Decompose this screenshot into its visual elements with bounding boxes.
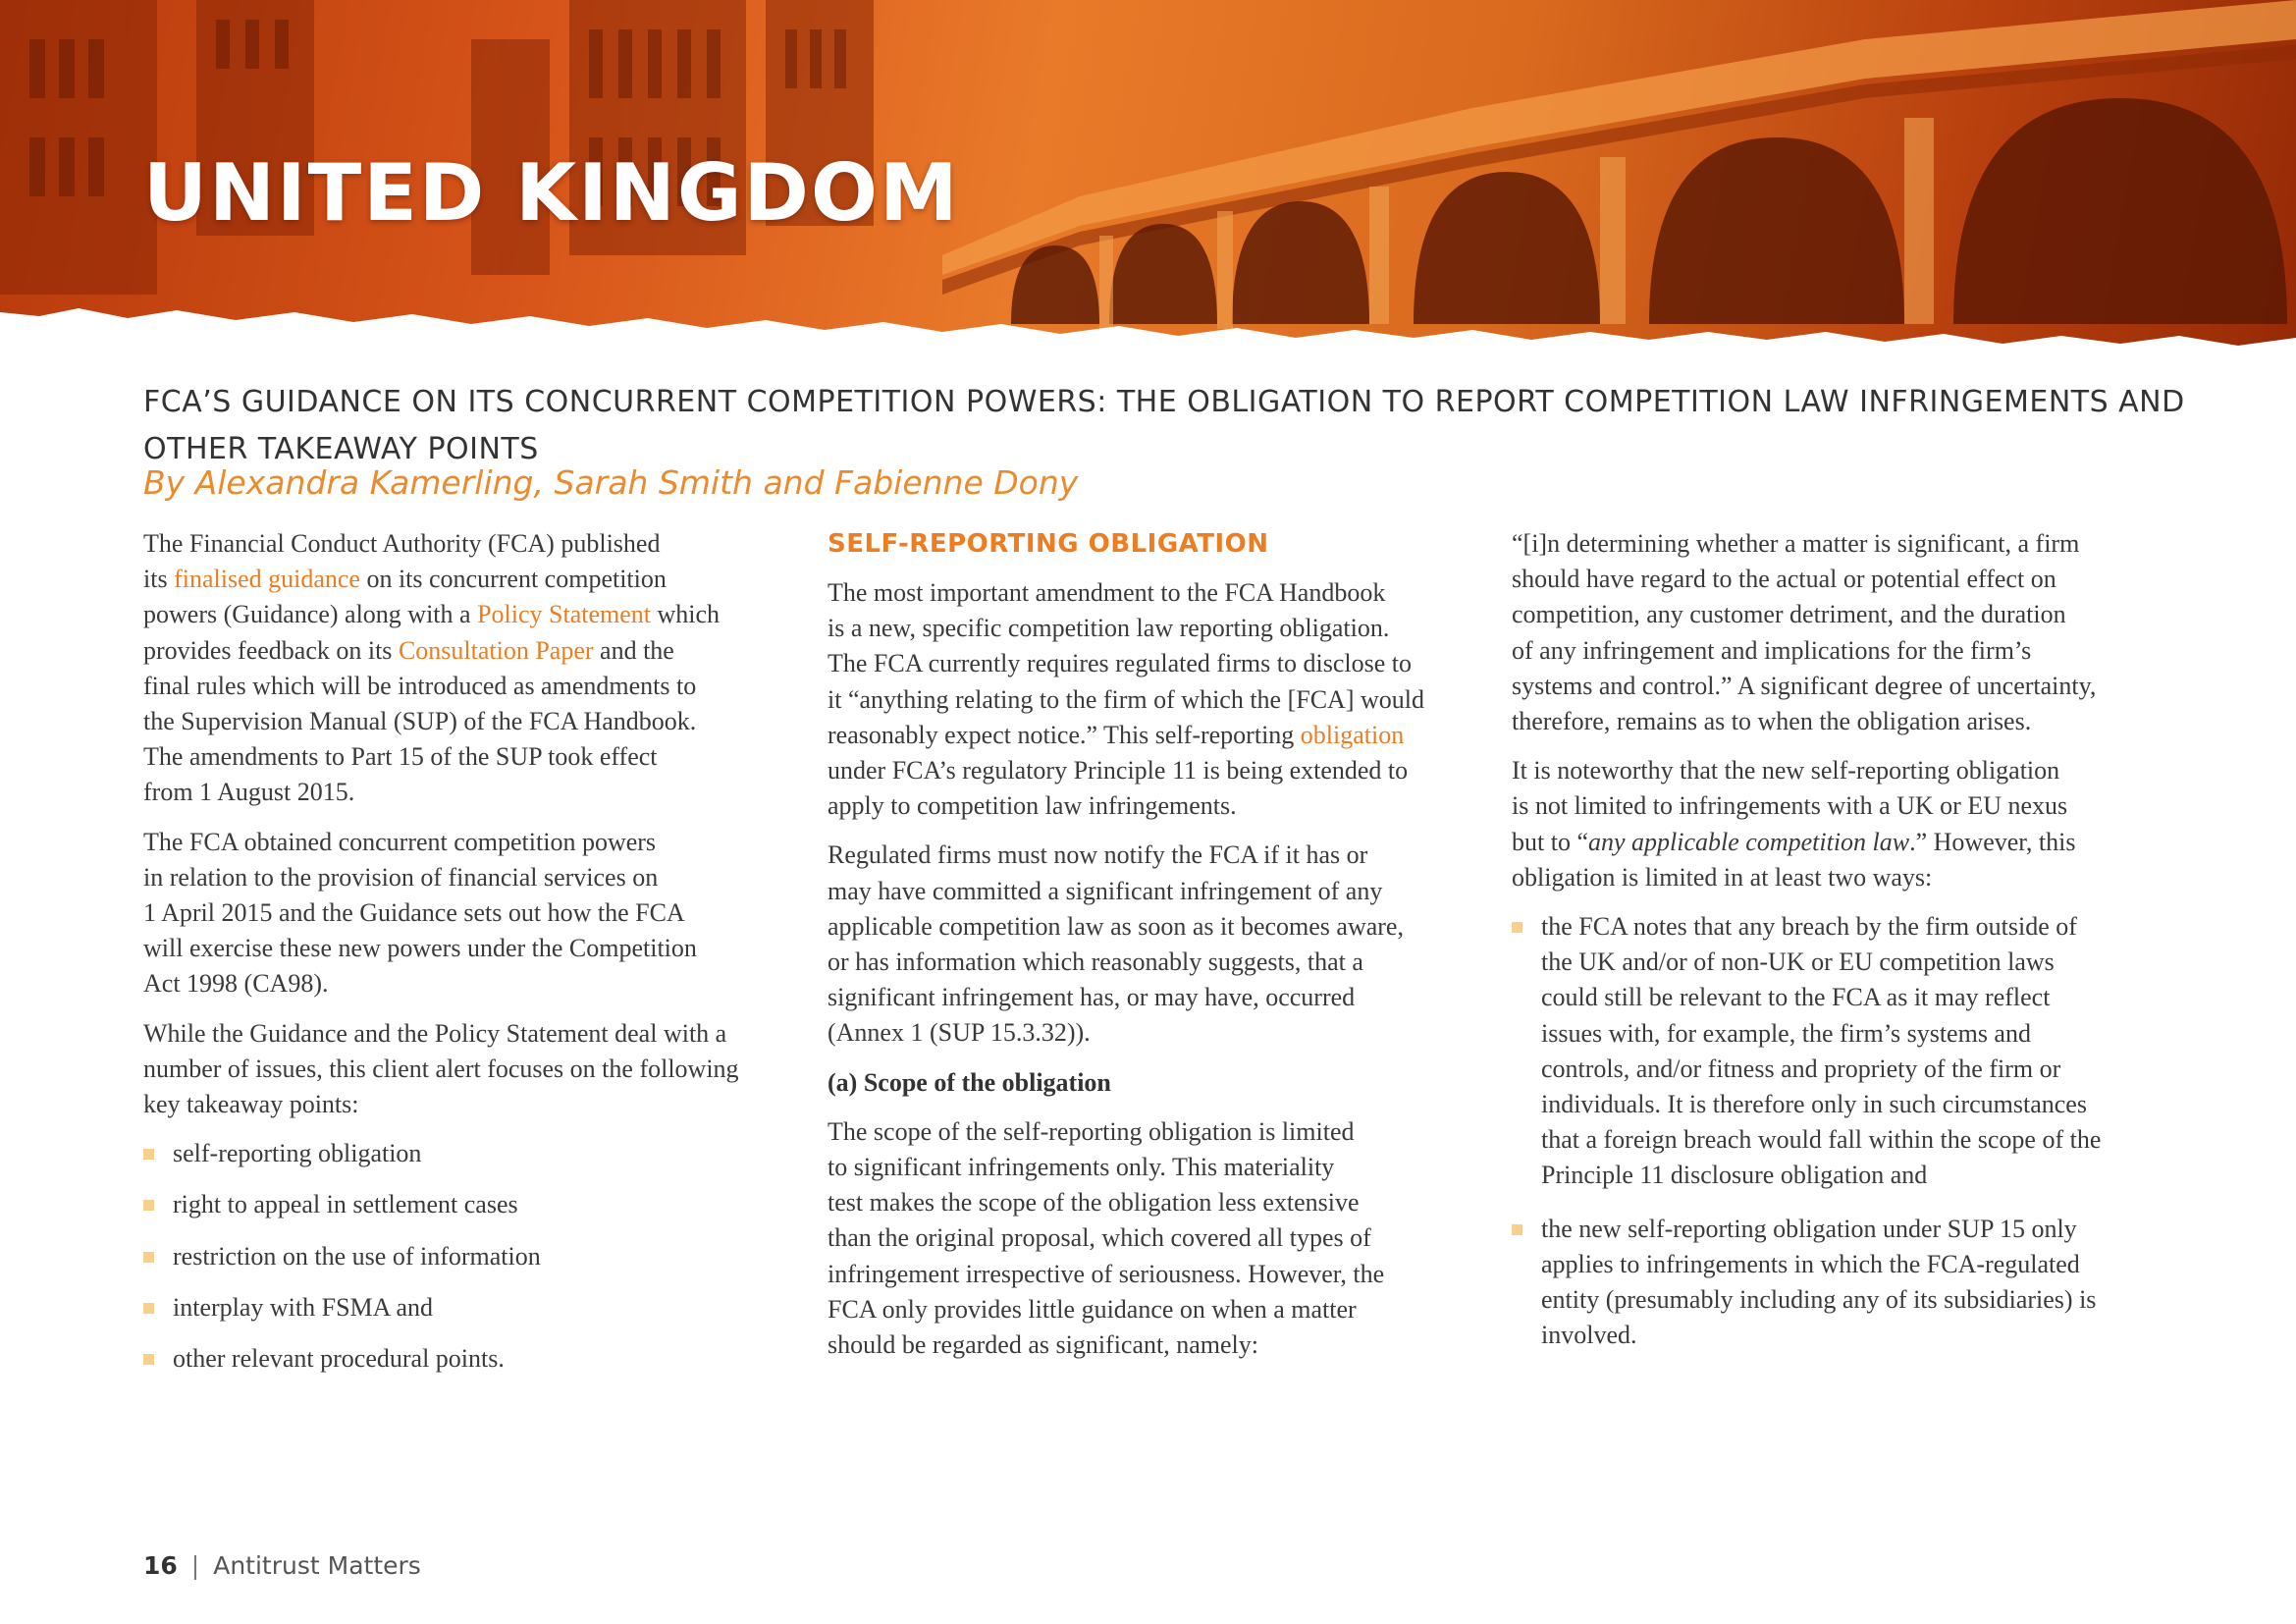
square-bullet-icon [143,1149,154,1160]
page-footer [143,1551,421,1580]
square-bullet-icon [143,1252,154,1263]
list-item: other relevant procedural points. [143,1341,801,1377]
scope-subheading: (a) Scope of the obligation [828,1067,1111,1097]
notify-paragraph: Regulated firms must now notify the FCA if it has or may have committed a significant infringement of any applicable competition law as soon as it becomes aware, or has information which reasonably suggests, that a significant infringement has, or may have, occurred (Annex 1 (SUP 15.3.32)). [828,840,1404,1048]
consultation-paper-link[interactable]: Consultation Paper [398,635,594,665]
finalised-guidance-link[interactable]: finalised guidance [174,565,360,594]
square-bullet-icon [143,1354,154,1365]
header-banner [0,0,2296,353]
list-item: interplay with FSMA and [143,1290,801,1326]
column-3 [1512,526,2160,1371]
noteworthy-paragraph: It is noteworthy that the new self-reporting obligation is not limited to infringements with a UK or EU nexus but to “any applicable competition law.” However, this obligation is limited in at least two ways: [1512,756,2076,892]
limitations-list [1512,909,2160,1353]
square-bullet-icon [1512,1224,1522,1235]
page-number: 16 [143,1551,178,1580]
banner-title: UNITED KINGDOM [143,147,960,239]
footer-separator: | [190,1551,200,1580]
scope-paragraph: The scope of the self-reporting obligation is limited to significant infringements only. This materiality test makes the scope of the obligation less extensive than the original proposal, which covered all types of infringement irrespective of seriousness. However, the FCA only provides little guidance on when a matter should be regarded as significant, namely: [828,1116,1385,1360]
amendment-paragraph: The most important amendment to the FCA Handbook is a new, specific competition law reporting obligation. The FCA currently requires regulated firms to disclose to it “anything relating to the firm of which the [FCA] would reasonably expect notice.” This self-reporting obligation under FCA’s regulatory Principle 11 is being extended to apply to competition law infringements. [828,578,1424,821]
square-bullet-icon [143,1303,154,1314]
square-bullet-icon [1512,922,1522,933]
section-heading: SELF-REPORTING OBLIGATION [828,529,1269,559]
list-item: restriction on the use of information [143,1239,801,1274]
policy-statement-link[interactable]: Policy Statement [477,600,651,629]
byline: By Alexandra Kamerling, Sarah Smith and Fabienne Dony [143,463,1079,502]
list-item: the FCA notes that any breach by the firm outside of the UK and/or of non-UK or EU competition laws could still be relevant to the FCA as it may reflect issues with, for example, the firm’s systems and controls, and/or fitness and propriety of the firm or individuals. It is therefore only in such circumstances that a foreign breach would fall within the scope of the Principle 11 disclosure obligation and [1512,909,2160,1194]
takeaway-list [143,1136,801,1377]
article-title: FCA’S GUIDANCE ON ITS CONCURRENT COMPETITION POWERS: THE OBLIGATION TO REPORT COMPETITION LAW INFRINGEMENTS AND OTHER TAKEAWAY POINTS [143,385,2185,466]
concurrent-powers-paragraph: The FCA obtained concurrent competition powers in relation to the provision of financial services on 1 April 2015 and the Guidance sets out how the FCA will exercise these new powers under the Competition Act 1998 (CA98). [143,827,697,999]
publication-name: Antitrust Matters [213,1551,421,1580]
list-item: right to appeal in settlement cases [143,1187,801,1222]
intro-paragraph: The Financial Conduct Authority (FCA) published its finalised guidance on its concurrent competition powers (Guidance) along with a Policy Statement which provides feedback on its Consultation Paper and the final rules which will be introduced as amendments to the Supervision Manual (SUP) of the FCA Handbook. The amendments to Part 15 of the SUP took effect from 1 August 2015. [143,529,721,807]
column-2 [828,526,1495,1377]
obligation-link[interactable]: obligation [1300,720,1405,749]
takeaway-intro-paragraph: While the Guidance and the Policy Statement deal with a number of issues, this client alert focuses on the following key takeaway points: [143,1018,739,1119]
square-bullet-icon [143,1200,154,1211]
list-item: the new self-reporting obligation under SUP 15 only applies to infringements in which the FCA-regulated entity (presumably including any of its subsidiaries) is involved. [1512,1212,2160,1354]
significance-quote-paragraph: “[i]n determining whether a matter is significant, a firm should have regard to the actual or potential effect on competition, any customer detriment, and the duration of any infringement and implications for the firm’s systems and control.” A significant degree of uncertainty, therefore, remains as to when the obligation arises. [1512,529,2097,736]
column-1 [143,526,801,1392]
list-item: self-reporting obligation [143,1136,801,1171]
